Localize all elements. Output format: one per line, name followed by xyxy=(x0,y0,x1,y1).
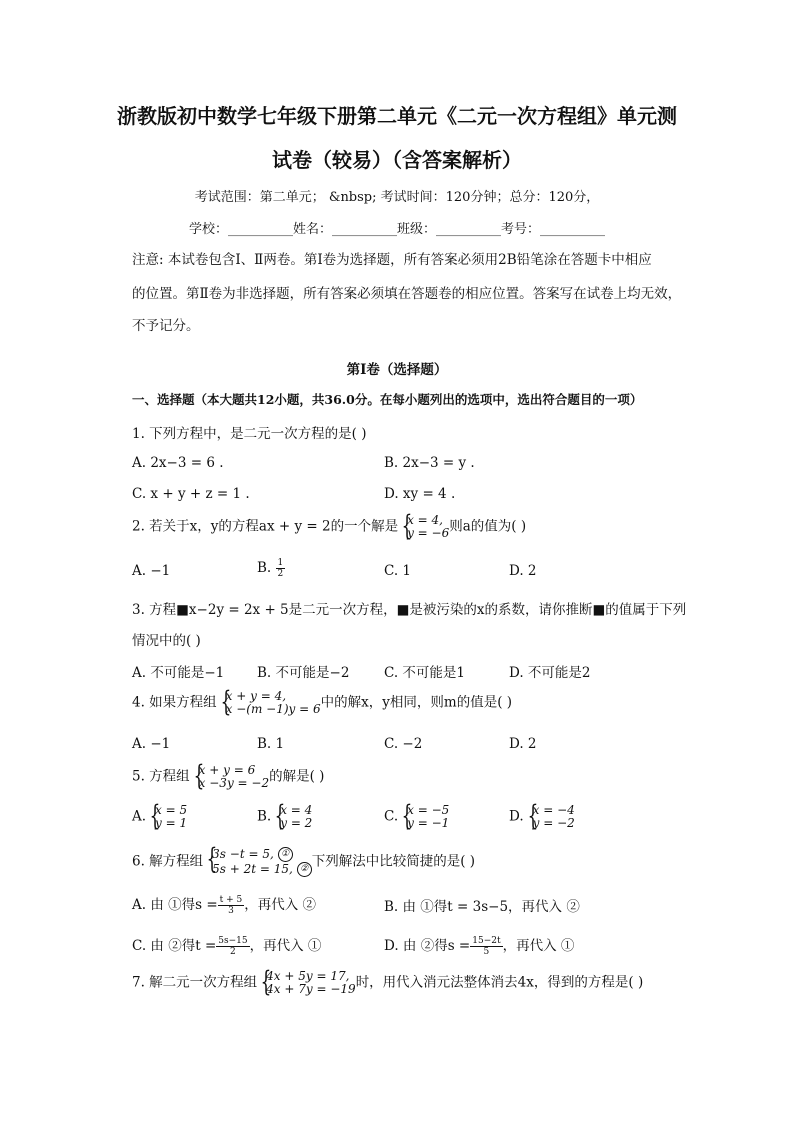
q6-option-c-fraction xyxy=(216,936,249,957)
part-heading: 一、选择题（本大题共12小题，共36.0分。在每小题列出的选项中，选出符合题目的一项） xyxy=(132,392,643,407)
q1-option-d[interactable]: D. xy = 4 . xyxy=(384,486,456,502)
option-label: C. xyxy=(384,808,399,825)
q5-option-a[interactable] xyxy=(132,804,187,830)
q1-option-a[interactable]: A. 2x−3 = 6 . xyxy=(132,455,224,471)
fraction-numerator: 15−2t xyxy=(472,936,501,946)
notice-line-1: 注意: 本试卷包含Ⅰ、Ⅱ两卷。第Ⅰ卷为选择题，所有答案必须用2B铅笔涂在答题卡中相应 xyxy=(132,252,652,268)
sys-line: y = 2 xyxy=(280,816,313,830)
q6-option-c[interactable] xyxy=(132,934,321,957)
exam-info: 考试范围：第二单元； &nbsp; 考试时间：120分钟；总分：120分， xyxy=(194,190,600,205)
q5-option-b-system xyxy=(271,804,312,830)
q6-sys-line2: 5s + 2t = 15, xyxy=(212,862,293,876)
q7-stem-a: 7. 解二元一次方程组 xyxy=(132,974,258,991)
q2-option-b-fraction xyxy=(276,558,286,579)
q7-system xyxy=(257,970,356,996)
fraction-denominator: 3 xyxy=(228,906,234,916)
option-text: ，再代入 ① xyxy=(502,938,575,954)
q2-stem xyxy=(132,514,526,540)
fraction-numerator: 1 xyxy=(277,558,284,568)
circled-one-icon: ① xyxy=(278,847,293,862)
fraction-numerator: 5s−15 xyxy=(218,936,248,946)
q6-stem xyxy=(132,847,475,877)
option-label: A. xyxy=(132,808,147,825)
option-label: B. xyxy=(257,808,272,825)
q2-system xyxy=(398,514,449,540)
q7-sys-line2: 4x + 7y = −19 xyxy=(266,982,356,996)
q6-option-a[interactable] xyxy=(132,893,316,916)
q6-system xyxy=(203,847,312,877)
q3-option-a[interactable]: A. 不可能是−1 xyxy=(132,665,225,681)
q4-stem xyxy=(132,690,512,716)
q4-sys-line1: x + y = 4, xyxy=(225,689,287,703)
option-text: C. 由 ②得t = xyxy=(132,938,217,954)
q6-stem-a: 6. 解方程组 xyxy=(132,853,204,870)
fraction-denominator: 2 xyxy=(277,569,284,579)
fraction-denominator: 5 xyxy=(483,947,490,957)
sys-line: y = 1 xyxy=(155,816,188,830)
q2-option-b-label: B. xyxy=(257,560,272,576)
q5-stem-a: 5. 方程组 xyxy=(132,768,190,785)
q7-sys-line1: 4x + 5y = 17, xyxy=(266,969,350,983)
sys-line: x = 4 xyxy=(280,803,313,817)
school-line: 学校：__________姓名：__________班级：__________考号：__________ xyxy=(188,222,605,237)
q5-option-c-system xyxy=(398,804,449,830)
q4-option-a[interactable]: A. −1 xyxy=(132,736,171,752)
q5-system xyxy=(190,764,269,790)
sys-line: x = −5 xyxy=(407,803,450,817)
q5-option-b[interactable] xyxy=(257,804,312,830)
q6-stem-b: 下列解法中比较简捷的是( ) xyxy=(311,853,476,870)
q3-line-2: 情况中的( ) xyxy=(132,633,201,649)
q4-system xyxy=(217,690,321,716)
option-text: D. 由 ②得s = xyxy=(384,938,471,954)
section-title: 第Ⅰ卷（选择题） xyxy=(346,362,448,378)
q2-sys-line2: y = −6 xyxy=(407,526,450,540)
option-text: ，再代入 ① xyxy=(249,938,322,954)
q5-sys-line2: x −3y = −2 xyxy=(198,776,270,790)
sys-line: x = 5 xyxy=(155,803,188,817)
q3-option-b[interactable]: B. 不可能是−2 xyxy=(257,665,350,681)
q2-option-a[interactable]: A. −1 xyxy=(132,563,171,579)
q1-option-c[interactable]: C. x + y + z = 1 . xyxy=(132,486,250,502)
q5-option-a-system xyxy=(146,804,187,830)
q2-stem-b: 则a的值为( ) xyxy=(449,518,527,535)
q5-sys-line1: x + y = 6 xyxy=(198,763,256,777)
title-line-1: 浙教版初中数学七年级下册第二单元《二元一次方程组》单元测 xyxy=(117,104,677,128)
q5-stem-b: 的解是( ) xyxy=(269,768,325,785)
q2-stem-a: 2. 若关于x，y的方程ax + y = 2的一个解是 xyxy=(132,518,399,535)
sys-line: y = −1 xyxy=(407,816,450,830)
q6-option-d-fraction xyxy=(470,936,502,957)
q6-option-d[interactable] xyxy=(384,934,574,957)
q6-option-b[interactable]: B. 由 ①得t = 3s−5，再代入 ② xyxy=(384,899,580,915)
q4-option-b[interactable]: B. 1 xyxy=(257,736,285,752)
notice-line-2: 的位置。第Ⅱ卷为非选择题，所有答案必须填在答题卷的相应位置。答案写在试卷上均无效， xyxy=(132,286,682,302)
q2-sys-line1: x = 4, xyxy=(407,513,443,527)
sys-line: y = −2 xyxy=(532,816,575,830)
q1-stem: 1. 下列方程中，是二元一次方程的是( ) xyxy=(132,426,367,442)
q2-option-b[interactable] xyxy=(257,558,285,579)
q5-option-d[interactable] xyxy=(509,804,575,830)
q1-option-b[interactable]: B. 2x−3 = y . xyxy=(384,455,475,471)
fraction-numerator: t + 5 xyxy=(219,895,243,905)
circled-two-icon: ② xyxy=(297,862,312,877)
q4-stem-b: 中的解x，y相同，则m的值是( ) xyxy=(320,694,513,711)
title-line-2: 试卷（较易）（含答案解析） xyxy=(272,148,522,172)
q2-option-c[interactable]: C. 1 xyxy=(384,563,412,579)
q7-stem xyxy=(132,970,643,996)
q6-option-a-fraction xyxy=(218,895,245,916)
q3-option-d[interactable]: D. 不可能是2 xyxy=(509,665,591,681)
q3-line-1: 3. 方程■x−2y = 2x + 5是二元一次方程，■是被污染的x的系数，请你推断■的值属于下列 xyxy=(132,602,687,618)
q3-option-c[interactable]: C. 不可能是1 xyxy=(384,665,466,681)
q4-option-d[interactable]: D. 2 xyxy=(509,736,537,752)
q2-option-d[interactable]: D. 2 xyxy=(509,563,537,579)
option-text: ，再代入 ② xyxy=(244,897,317,913)
q6-sys-line1: 3s −t = 5, xyxy=(212,847,274,861)
notice-line-3: 不予记分。 xyxy=(132,318,200,334)
q4-stem-a: 4. 如果方程组 xyxy=(132,694,217,711)
q5-option-d-system xyxy=(524,804,575,830)
q5-option-c[interactable] xyxy=(384,804,449,830)
q5-stem xyxy=(132,764,324,790)
option-text: A. 由 ①得s = xyxy=(132,897,218,913)
q7-stem-b: 时，用代入消元法整体消去4x，得到的方程是( ) xyxy=(355,974,644,991)
option-label: D. xyxy=(509,808,524,825)
sys-line: x = −4 xyxy=(532,803,575,817)
q4-option-c[interactable]: C. −2 xyxy=(384,736,423,752)
fraction-denominator: 2 xyxy=(230,947,236,957)
q4-sys-line2: x −(m −1)y = 6 xyxy=(225,702,321,716)
